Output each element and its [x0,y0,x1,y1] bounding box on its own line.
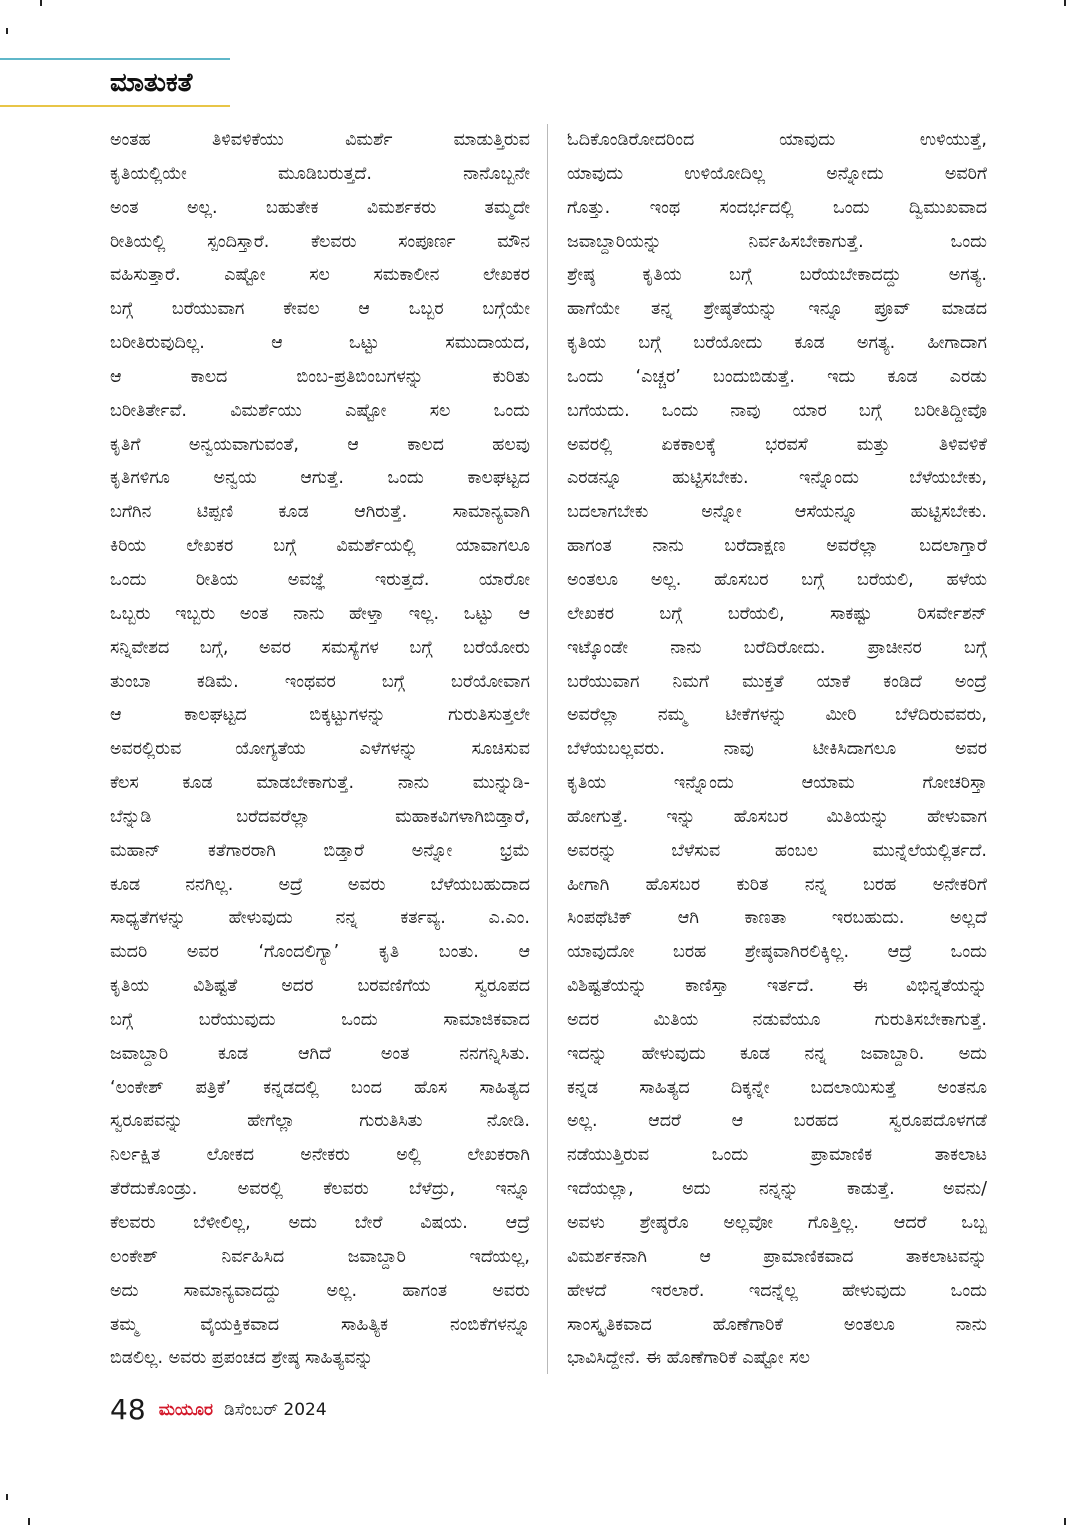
text-line: ಲೇಖಕರ ಬಗ್ಗೆ ಬರೆಯಲಿ, ಸಾಕಷ್ಟು ರಿಸರ್ವೇಶನ್ [567,603,987,624]
text-line: ಭಾವಿಸಿದ್ದೇನೆ. ಈ ಹೊಣೆಗಾರಿಕೆ ಎಷ್ಟೋ ಸಲ [567,1348,810,1369]
text-line: ಗೊತ್ತು. ಇಂಥ ಸಂದರ್ಭದಲ್ಲಿ ಒಂದು ದ್ವಿಮುಖವಾದ [567,197,987,218]
page-number: 48 [110,1393,146,1426]
text-line: ಹೋಗುತ್ತೆ. ಇನ್ನು ಹೊಸಬರ ಮಿತಿಯನ್ನು ಹೇಳುವಾಗ [567,806,987,827]
text-line: ಆ ಕಾಲಘಟ್ಟದ ಬಿಕ್ಕಟ್ಟುಗಳನ್ನು ಗುರುತಿಸುತ್ತಲೇ [110,705,530,726]
text-line: ಒಬ್ಬರು ಇಬ್ಬರು ಅಂತ ನಾನು ಹೇಳ್ತಾ ಇಲ್ಲ. ಒಟ್ಟು ಆ [110,603,530,624]
text-line: ಅವರಲ್ಲಿ ಏಕಕಾಲಕ್ಕೆ ಭರವಸೆ ಮತ್ತು ತಿಳಿವಳಿಕೆ [567,434,987,455]
text-line: ಕೃತಿಯಲ್ಲಿಯೇ ಮೂಡಿಬರುತ್ತದೆ. ನಾನೊಬ್ಬನೇ [110,163,530,184]
crop-mark-bottom-left [6,1494,8,1500]
text-line: ಹೇಳದೆ ಇರಲಾರೆ. ಇದನ್ನೆಲ್ಲ ಹೇಳುವುದು ಒಂದು [567,1280,987,1301]
text-line: ಅಂತ ಅಲ್ಲ. ಬಹುತೇಕ ವಿಮರ್ಶಕರು ತಮ್ಮದೇ [110,197,530,218]
text-line: ಬರೀತಿರ್ತೇವೆ. ವಿಮರ್ಶೆಯು ಎಷ್ಟೋ ಸಲ ಒಂದು [110,400,530,421]
text-line: ಸಿಂಪಥೆಟಿಕ್ ಆಗಿ ಕಾಣತಾ ಇರಬಹುದು. ಅಲ್ಲದೆ [567,908,987,929]
right-column [567,124,987,1376]
text-line: ವಿಶಿಷ್ಟತೆಯನ್ನು ಕಾಣಿಸ್ತಾ ಇರ್ತದೆ. ಈ ವಿಭಿನ್ನತೆಯನ್ನು [567,976,987,997]
text-line: ಕೃತಿಯ ಬಗ್ಗೆ ಬರೆಯೋದು ಕೂಡ ಅಗತ್ಯ. ಹೀಗಾದಾಗ [567,333,987,354]
text-line: ಬರೆಯುವಾಗ ನಿಮಗೆ ಮುಕ್ತತೆ ಯಾಕೆ ಕಂಡಿದೆ ಅಂದ್ರೆ [567,671,987,692]
text-line: ಎರಡನ್ನೂ ಹುಟ್ಟಿಸಬೇಕು. ಇನ್ನೊಂದು ಬೆಳೆಯಬೇಕು, [567,468,987,489]
text-line: ಕೃತಿಯ ವಿಶಿಷ್ಟತೆ ಅದರ ಬರವಣಿಗೆಯ ಸ್ವರೂಪದ [110,976,530,997]
text-line: ಅಲ್ಲ. ಆದರೆ ಆ ಬರಹದ ಸ್ವರೂಪದೊಳಗಡೆ [567,1111,987,1132]
text-line: ಓದಿಕೊಂಡಿರೋದರಿಂದ ಯಾವುದು ಉಳಿಯುತ್ತೆ, [567,130,987,150]
text-line: ಅವಳು ಶ್ರೇಷ್ಠರೊ ಅಲ್ಲವೋ ಗೊತ್ತಿಲ್ಲ. ಆದರೆ ಒಬ್ಬ [567,1213,987,1233]
text-line: ಅಂತಹ ತಿಳಿವಳಿಕೆಯು ವಿಮರ್ಶೆ ಮಾಡುತ್ತಿರುವ [110,130,530,150]
text-line: ಬೆಳೆಯಬಲ್ಲವರು. ನಾವು ಟೀಕಿಸಿದಾಗಲೂ ಅವರ [567,739,987,760]
column-divider [547,124,548,1374]
text-line: ಕೆಲಸ ಕೂಡ ಮಾಡಬೇಕಾಗುತ್ತೆ. ನಾನು ಮುನ್ನುಡಿ- [110,773,530,794]
text-line: ಹೀಗಾಗಿ ಹೊಸಬರ ಕುರಿತ ನನ್ನ ಬರಹ ಅನೇಕರಿಗೆ [567,874,987,895]
text-line: ಸಾಧ್ಯತೆಗಳನ್ನು ಹೇಳುವುದು ನನ್ನ ಕರ್ತವ್ಯ. ಎ.ಎಂ. [110,908,530,929]
text-line: ಬಗೆಯದು. ಒಂದು ನಾವು ಯಾರ ಬಗ್ಗೆ ಬರೀತಿದ್ದೀವೊ [567,400,987,421]
text-line: ಕೃತಿಯ ಇನ್ನೊಂದು ಆಯಾಮ ಗೋಚರಿಸ್ತಾ [567,773,987,794]
text-line: ಸ್ವರೂಪವನ್ನು ಹೇಗೆಲ್ಲಾ ಗುರುತಿಸಿತು ನೋಡಿ. [110,1111,530,1132]
text-line: ತುಂಬಾ ಕಡಿಮೆ. ಇಂಥವರ ಬಗ್ಗೆ ಬರೆಯೋವಾಗ [110,671,530,692]
text-line: ಜವಾಬ್ದಾರಿ ಕೂಡ ಆಗಿದೆ ಅಂತ ನನಗನ್ನಿಸಿತು. [110,1043,530,1064]
text-line: ತೆರೆದುಕೊಂಡ್ರು. ಅವರಲ್ಲಿ ಕೆಲವರು ಬೆಳೆದ್ರು, ಇನ್ನೂ [110,1179,530,1200]
text-line: ಆ ಕಾಲದ ಬಿಂಬ-ಪ್ರತಿಬಿಂಬಗಳನ್ನು ಕುರಿತು [110,366,530,387]
text-line: ಕಿರಿಯ ಲೇಖಕರ ಬಗ್ಗೆ ವಿಮರ್ಶೆಯಲ್ಲಿ ಯಾವಾಗಲೂ [110,536,530,557]
text-line: ಲಂಕೇಶ್ ನಿರ್ವಹಿಸಿದ ಜವಾಬ್ದಾರಿ ಇದೆಯಲ್ಲ, [110,1246,530,1267]
text-line: ಕೃತಿಗೆ ಅನ್ವಯವಾಗುವಂತೆ, ಆ ಕಾಲದ ಹಲವು [110,434,530,455]
crop-mark-top-mid [40,0,42,6]
text-line: ಬಗ್ಗೆ ಬರೆಯುವುದು ಒಂದು ಸಾಮಾಜಿಕವಾದ [110,1009,530,1030]
crop-mark-top-left [6,28,8,34]
text-line: ಬಗ್ಗೆ ಬರೆಯುವಾಗ ಕೇವಲ ಆ ಒಬ್ಬರ ಬಗ್ಗೆಯೇ [110,299,530,320]
text-line: ಯಾವುದೋ ಬರಹ ಶ್ರೇಷ್ಠವಾಗಿರಲಿಕ್ಕಿಲ್ಲ. ಆದ್ರೆ ಒಂದು [567,942,987,963]
text-line: ಬಿಡಲಿಲ್ಲ. ಅವರು ಪ್ರಪಂಚದ ಶ್ರೇಷ್ಠ ಸಾಹಿತ್ಯವನ್ನು [110,1348,374,1369]
text-line: ನಡೆಯುತ್ತಿರುವ ಒಂದು ಪ್ರಾಮಾಣಿಕ ತಾಕಲಾಟ [567,1145,987,1166]
text-line: ಕೂಡ ನನಗಿಲ್ಲ. ಅದ್ರೆ ಅವರು ಬೆಳೆಯಬಹುದಾದ [110,874,530,895]
text-line: ಬರೀತಿರುವುದಿಲ್ಲ. ಆ ಒಟ್ಟು ಸಮುದಾಯದ, [110,333,530,354]
text-line: ಬಗೆಗಿನ ಟಿಪ್ಪಣಿ ಕೂಡ ಆಗಿರುತ್ತೆ. ಸಾಮಾನ್ಯವಾಗಿ [110,502,530,523]
page-footer [110,1393,327,1429]
text-line: ಕನ್ನಡ ಸಾಹಿತ್ಯದ ದಿಕ್ಕನ್ನೇ ಬದಲಾಯಿಸುತ್ತೆ ಅಂತನೂ [567,1077,987,1098]
issue-date: ಡಿಸೆಂಬರ್ 2024 [224,1399,327,1420]
text-line: ಇದನ್ನು ಹೇಳುವುದು ಕೂಡ ನನ್ನ ಜವಾಬ್ದಾರಿ. ಅದು [567,1043,987,1064]
text-line: ಸನ್ನಿವೇಶದ ಬಗ್ಗೆ, ಅವರ ಸಮಸ್ಯೆಗಳ ಬಗ್ಗೆ ಬರೆಯೋರು [110,637,530,658]
text-line: ಅವರೆಲ್ಲಾ ನಮ್ಮ ಟೀಕೆಗಳನ್ನು ಮೀರಿ ಬೆಳೆದಿರುವವರು, [567,705,987,726]
crop-mark-bottom-mid [28,1518,30,1525]
text-line: ಅದರ ಮಿತಿಯ ನಡುವೆಯೂ ಗುರುತಿಸಬೇಕಾಗುತ್ತೆ. [567,1009,987,1030]
text-line: ಇಟ್ಕೊಂಡೇ ನಾನು ಬರೆದಿರೋದು. ಪ್ರಾಚೀನರ ಬಗ್ಗೆ [567,637,987,658]
text-line: ರೀತಿಯಲ್ಲಿ ಸ್ಪಂದಿಸ್ತಾರೆ. ಕೆಲವರು ಸಂಪೂರ್ಣ ಮೌನ [110,231,530,252]
text-line: ಹಾಗಂತ ನಾನು ಬರೆದಾಕ್ಷಣ ಅವರೆಲ್ಲಾ ಬದಲಾಗ್ತಾರೆ [567,536,987,557]
text-line: ಶ್ರೇಷ್ಠ ಕೃತಿಯ ಬಗ್ಗೆ ಬರೆಯಬೇಕಾದದ್ದು ಅಗತ್ಯ. [567,265,987,286]
text-line: ಒಂದು ರೀತಿಯ ಅವಜ್ಞೆ ಇರುತ್ತದೆ. ಯಾರೋ [110,569,530,590]
section-header [0,58,230,108]
text-line: ತಮ್ಮ ವೈಯಕ್ತಿಕವಾದ ಸಾಹಿತ್ಯಿಕ ನಂಬಿಕೆಗಳನ್ನೂ [110,1314,530,1335]
text-line: ಹಾಗೆಯೇ ತನ್ನ ಶ್ರೇಷ್ಠತೆಯನ್ನು ಇನ್ನೂ ಪ್ರೂವ್ ಮಾಡದ [567,299,987,320]
text-line: ಇದೆಯಲ್ಲಾ, ಅದು ನನ್ನನ್ನು ಕಾಡುತ್ತೆ. ಅವನು/ [567,1179,987,1200]
text-line: ಸಾಂಸ್ಕೃತಿಕವಾದ ಹೊಣೆಗಾರಿಕೆ ಅಂತಲೂ ನಾನು [567,1314,987,1335]
text-line: ಅವರನ್ನು ಬೆಳೆಸುವ ಹಂಬಲ ಮುನ್ನೆಲೆಯಲ್ಲಿರ್ತದೆ. [567,840,987,861]
text-line: ಮದರಿ ಅವರ ‘ಗೊಂದಲಿಗ್ಯಾ’ ಕೃತಿ ಬಂತು. ಆ [110,942,530,963]
header-bottom-rule [0,105,230,107]
text-line: ಅವರಲ್ಲಿರುವ ಯೋಗ್ಯತೆಯ ಎಳೆಗಳನ್ನು ಸೂಚಿಸುವ [110,739,530,760]
text-line: ಬೆನ್ನುಡಿ ಬರೆದವರೆಲ್ಲಾ ಮಹಾಕವಿಗಳಾಗಿಬಿಡ್ತಾರೆ, [110,806,530,827]
header-top-rule [0,58,230,60]
text-line: ಕೃತಿಗಳಿಗೂ ಅನ್ವಯ ಆಗುತ್ತೆ. ಒಂದು ಕಾಲಘಟ್ಟದ [110,468,530,489]
crop-mark-top-right [1064,0,1066,6]
crop-mark-bottom-right [1064,1518,1066,1525]
text-line: ನಿರ್ಲಕ್ಷಿತ ಲೋಕದ ಅನೇಕರು ಅಲ್ಲಿ ಲೇಖಕರಾಗಿ [110,1145,530,1166]
left-column [110,124,530,1376]
text-line: ಮಹಾನ್ ಕತೆಗಾರರಾಗಿ ಬಿಡ್ತಾರೆ ಅನ್ನೋ ಭ್ರಮೆ [110,840,530,861]
text-line: ಒಂದು ‘ಎಚ್ಚರ’ ಬಂದುಬಿಡುತ್ತೆ. ಇದು ಕೂಡ ಎರಡು [567,366,987,387]
text-line: ವಿಮರ್ಶಕನಾಗಿ ಆ ಪ್ರಾಮಾಣಿಕವಾದ ತಾಕಲಾಟವನ್ನು [567,1246,987,1267]
magazine-logo: ಮಯೂರ [158,1399,213,1420]
section-title: ಮಾತುಕತೆ [110,68,193,98]
text-line: ಅದು ಸಾಮಾನ್ಯವಾದದ್ದು ಅಲ್ಲ. ಹಾಗಂತ ಅವರು [110,1280,530,1301]
text-line: ಯಾವುದು ಉಳಿಯೋದಿಲ್ಲ ಅನ್ನೋದು ಅವರಿಗೆ [567,163,987,184]
text-line: ಬದಲಾಗಬೇಕು ಅನ್ನೋ ಆಸೆಯನ್ನೂ ಹುಟ್ಟಿಸಬೇಕು. [567,502,987,523]
text-line: ‘ಲಂಕೇಶ್ ಪತ್ರಿಕೆ’ ಕನ್ನಡದಲ್ಲಿ ಬಂದ ಹೊಸ ಸಾಹಿತ್ಯದ [110,1077,530,1098]
text-line: ವಹಿಸುತ್ತಾರೆ. ಎಷ್ಟೋ ಸಲ ಸಮಕಾಲೀನ ಲೇಖಕರ [110,265,530,286]
text-line: ಅಂತಲೂ ಅಲ್ಲ. ಹೊಸಬರ ಬಗ್ಗೆ ಬರೆಯಲಿ, ಹಳೆಯ [567,569,987,590]
text-line: ಕೆಲವರು ಬೆಳೀಲಿಲ್ಲ, ಅದು ಬೇರೆ ವಿಷಯ. ಆದ್ರೆ [110,1213,530,1233]
text-line: ಜವಾಬ್ದಾರಿಯನ್ನು ನಿರ್ವಹಿಸಬೇಕಾಗುತ್ತೆ. ಒಂದು [567,231,987,252]
